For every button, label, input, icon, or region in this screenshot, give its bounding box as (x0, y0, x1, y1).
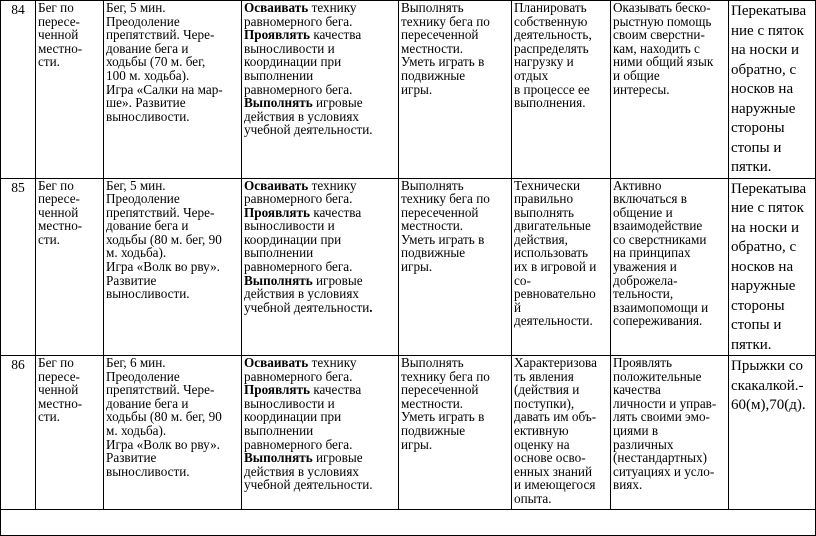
text-line: стороны (731, 120, 785, 136)
text-line: двигательные (514, 218, 591, 234)
text-line: правильно (514, 191, 574, 207)
text-line: Уметь играть в (401, 231, 485, 247)
text-line: Проявлять (613, 355, 673, 370)
text-line: пересе- (38, 191, 80, 207)
text-line: дование бега и (106, 218, 189, 234)
text-segment: выносливости и (244, 40, 335, 56)
text-line (244, 438, 397, 452)
text-line: м. ходьба). (106, 245, 167, 261)
text-line (244, 15, 397, 29)
text-segment: координации при (244, 231, 342, 247)
lesson-number-cell: 85 (1, 178, 36, 356)
keyword-text: Осваивать (244, 178, 309, 193)
text-line: уважения и (613, 259, 677, 275)
text-line (244, 451, 397, 465)
text-line: дование бега и (106, 395, 189, 411)
text-line: Активно (613, 178, 662, 193)
text-segment: выносливости и (244, 395, 335, 411)
text-line: использовать (514, 245, 589, 261)
personal-results-cell (611, 178, 729, 356)
text-segment: выполнении (244, 67, 314, 83)
lesson-content-cell (104, 356, 242, 510)
regulative-results-cell (512, 356, 611, 510)
meta-results-cell (399, 1, 512, 179)
text-line: Характеризова (514, 355, 597, 370)
text-line (244, 110, 397, 124)
text-line: пересе- (38, 13, 80, 29)
text-line: выносливости. (106, 108, 190, 124)
text-line: ними общий язык (613, 54, 714, 70)
text-line (244, 260, 397, 274)
text-line: и общие (613, 67, 660, 83)
lesson-plan-body (1, 1, 816, 536)
text-line: местно- (38, 218, 83, 234)
text-line: личности и управ- (613, 395, 717, 411)
text-line: пересе- (38, 368, 80, 384)
text-line: включаться в (613, 191, 687, 207)
text-line: препятствий. Чере- (106, 27, 215, 43)
text-segment: равномерного бега. (244, 191, 353, 207)
text-line (244, 465, 397, 479)
text-segment: равномерного бега. (244, 368, 353, 384)
text-segment: технику (308, 355, 357, 370)
text-line: технику бега по (401, 368, 490, 384)
text-line: ситуациях и усло- (613, 463, 715, 479)
lesson-content-cell (104, 1, 242, 179)
text-line (244, 356, 397, 370)
text-line (244, 96, 397, 110)
text-line: ть явления (514, 368, 574, 384)
text-line: местно- (38, 40, 83, 56)
text-line (244, 219, 397, 233)
text-line: ченной (38, 382, 79, 398)
text-segment: равномерного бега. (244, 436, 353, 452)
text-segment: координации при (244, 54, 342, 70)
text-line (244, 55, 397, 69)
text-line: Развитие (106, 272, 157, 288)
text-line: пересеченной (401, 27, 479, 43)
text-line: Прыжки со (731, 358, 803, 374)
text-line: взаимопомощи и (613, 299, 709, 315)
text-segment: выносливости и (244, 218, 335, 234)
text-segment: игровые (312, 450, 363, 466)
text-segment: качества (310, 382, 362, 398)
text-line: обратно, с (731, 61, 797, 78)
text-line: деятельность, (514, 27, 592, 43)
keyword-text: Проявлять (244, 204, 311, 220)
text-line: Бег по (38, 0, 74, 15)
text-line: подвижные (401, 422, 466, 438)
text-segment: равномерного бега. (244, 13, 353, 29)
text-line: Уметь играть в (401, 409, 485, 425)
physical-exercise-cell (729, 356, 816, 510)
keyword-text: . (369, 299, 373, 315)
text-line: выполнять (514, 204, 575, 220)
text-line: давать им объ- (514, 409, 597, 425)
text-line: ченной (38, 204, 79, 220)
text-segment: технику (308, 178, 357, 193)
text-line: ходьбы (80 м. бег, 90 (106, 231, 222, 247)
text-line: местности. (401, 395, 464, 411)
text-line: носков на (731, 258, 794, 275)
text-line: ходьбы (80 м. бег, 90 (106, 409, 222, 425)
text-line (244, 424, 397, 438)
text-line: ше». Развитие (106, 95, 186, 111)
text-line (244, 410, 397, 424)
text-segment: координации при (244, 409, 342, 425)
text-line: Планировать (514, 0, 587, 15)
text-line: 100 м. ходьба). (106, 67, 190, 83)
text-line: Игра «Волк во рву». (106, 259, 220, 275)
text-line: кам, находить с (613, 40, 700, 56)
table-bottom-gap (1, 510, 816, 536)
text-line (244, 274, 397, 288)
text-line: Уметь играть в (401, 54, 485, 70)
physical-exercise-cell (729, 178, 816, 356)
personal-results-cell (611, 1, 729, 179)
lesson-number-cell: 86 (1, 356, 36, 510)
topic-cell (36, 178, 104, 356)
text-line: пересеченной (401, 382, 479, 398)
text-segment: равномерного бега. (244, 81, 353, 97)
text-line: Перекатыва (731, 180, 807, 197)
text-line: на носки и (731, 42, 800, 58)
text-line: подвижные (401, 245, 466, 261)
text-line: отдых (514, 67, 549, 83)
text-line: тельности, (613, 286, 674, 302)
text-line: собственную (514, 13, 588, 29)
text-line: нагрузку и (514, 54, 574, 70)
text-line: наружные (731, 278, 796, 294)
text-line: местно- (38, 395, 83, 411)
text-line: местности. (401, 218, 464, 234)
keyword-text: Осваивать (244, 0, 309, 15)
text-segment: равномерного бега. (244, 259, 353, 275)
meta-results-cell (399, 178, 512, 356)
text-line: взаимодействие (613, 218, 703, 234)
text-line: на принципах (613, 245, 691, 261)
text-line: пятки. (731, 159, 772, 175)
text-line (244, 192, 397, 206)
text-segment: качества (310, 27, 362, 43)
text-line: сти. (38, 409, 60, 425)
text-line: циями в (613, 422, 659, 438)
text-line: м. ходьба). (106, 422, 167, 438)
text-line: препятствий. Чере- (106, 204, 215, 220)
text-line: ние с пяток (731, 22, 804, 39)
keyword-text: Проявлять (244, 27, 311, 43)
text-segment: учебной деятельности. (244, 122, 373, 138)
regulative-results-cell (512, 1, 611, 179)
physical-exercise-cell (729, 1, 816, 179)
text-segment: действия в условиях (244, 286, 359, 302)
topic-cell (36, 356, 104, 510)
text-line: Оказывать беско- (613, 0, 711, 15)
text-line (244, 301, 397, 315)
text-line (244, 83, 397, 97)
subject-results-cell (242, 356, 399, 510)
keyword-text: Осваивать (244, 355, 309, 370)
text-line (244, 383, 397, 397)
text-line: оценку на (514, 436, 570, 452)
text-segment: действия в условиях (244, 463, 359, 479)
text-line (244, 28, 397, 42)
text-line: доброжела- (613, 272, 678, 288)
text-line: рыстную помощь (613, 13, 712, 29)
text-line: обратно, с (731, 239, 797, 255)
text-line (244, 287, 397, 301)
text-line: действия, (514, 231, 568, 247)
text-line (244, 123, 397, 137)
text-line (244, 478, 397, 492)
text-line: виях. (613, 477, 643, 493)
text-line: сти. (38, 231, 60, 247)
text-line: выполнения. (514, 95, 586, 111)
keyword-text: Проявлять (244, 382, 311, 398)
text-line: Выполнять (401, 178, 464, 193)
text-line: выносливости. (106, 286, 190, 302)
meta-results-cell (399, 356, 512, 510)
text-line: ходьбы (70 м. бег, (106, 54, 206, 70)
text-line: Преодоление (106, 368, 180, 384)
text-line: сопереживания. (613, 313, 703, 329)
text-segment: игровые (312, 95, 363, 111)
text-line (244, 179, 397, 193)
text-line: 60(м),70(д). (731, 397, 806, 413)
text-line: качества (613, 382, 661, 398)
text-line: пятки. (731, 336, 772, 353)
text-line: (действия и (514, 382, 580, 398)
text-line: Перекатыва (731, 3, 807, 19)
text-line (244, 370, 397, 384)
text-line: и имеющегося (514, 477, 596, 493)
text-line: технику бега по (401, 13, 490, 29)
text-line: й (514, 299, 522, 315)
text-segment: выполнении (244, 422, 314, 438)
text-line: (нестандартных) (613, 450, 707, 466)
text-line: Игра «Салки на мар- (106, 81, 223, 97)
lesson-content-cell (104, 178, 242, 356)
text-line: ченной (38, 27, 79, 43)
text-line (244, 397, 397, 411)
text-line: стопы и (731, 139, 782, 156)
text-line: выносливости. (106, 463, 190, 479)
topic-cell (36, 1, 104, 179)
text-line: ревновательно (514, 286, 596, 302)
table-row (1, 1, 816, 179)
text-line: основе осво- (514, 450, 586, 466)
text-line: Бег, 5 мин. (106, 178, 166, 193)
table-row (1, 178, 816, 356)
text-line: лять своими эмо- (613, 409, 710, 425)
text-line: наружные (731, 100, 796, 117)
text-line: подвижные (401, 67, 466, 83)
text-line: опыта. (514, 490, 552, 506)
text-line (244, 233, 397, 247)
text-segment: игровые (312, 272, 363, 288)
text-line: скакалкой.- (731, 377, 804, 394)
text-line: Бег, 6 мин. (106, 355, 166, 370)
text-line: носков на (731, 81, 794, 97)
gap-cell (1, 510, 816, 536)
text-line: распределять (514, 40, 589, 56)
text-line: своим сверстни- (613, 27, 705, 43)
text-line: Технически (514, 178, 581, 193)
text-line: дование бега и (106, 40, 189, 56)
text-line: на носки и (731, 219, 800, 236)
text-line: различных (613, 436, 674, 452)
text-line: со- (514, 272, 531, 288)
text-line (244, 69, 397, 83)
text-line: положительные (613, 368, 702, 384)
subject-results-cell (242, 178, 399, 356)
lesson-number-cell: 84 (1, 1, 36, 179)
text-line: технику бега по (401, 191, 490, 207)
text-segment: учебной деятельности (244, 299, 370, 315)
text-line: со сверстниками (613, 231, 707, 247)
text-segment: технику (308, 0, 357, 15)
text-line: сти. (38, 54, 60, 70)
text-line: местности. (401, 40, 464, 56)
text-segment: действия в условиях (244, 108, 359, 124)
keyword-text: Выполнять (244, 450, 313, 466)
text-line: Игра «Волк во рву». (106, 436, 220, 452)
text-line: Бег по (38, 178, 74, 193)
text-line (244, 206, 397, 220)
keyword-text: Выполнять (244, 272, 313, 288)
personal-results-cell (611, 356, 729, 510)
subject-results-cell (242, 1, 399, 179)
text-segment: качества (310, 204, 362, 220)
text-line: Преодоление (106, 191, 180, 207)
text-line: ективную (514, 422, 569, 438)
text-line: Бег, 5 мин. (106, 0, 166, 15)
text-line: Выполнять (401, 0, 464, 15)
text-line: их в игровой и (514, 259, 597, 275)
text-line: Бег по (38, 355, 74, 370)
text-line: игры. (401, 81, 433, 97)
text-line: интересы. (613, 81, 670, 97)
text-line: препятствий. Чере- (106, 382, 215, 398)
text-segment: учебной деятельности. (244, 477, 373, 493)
text-segment: выполнении (244, 245, 314, 261)
regulative-results-cell (512, 178, 611, 356)
text-line: игры. (401, 436, 433, 452)
text-line: пересеченной (401, 204, 479, 220)
text-line: стороны (731, 297, 785, 314)
text-line: стопы и (731, 317, 782, 333)
text-line: деятельности. (514, 313, 593, 329)
text-line: поступки), (514, 395, 575, 411)
text-line: ние с пяток (731, 200, 804, 216)
keyword-text: Выполнять (244, 95, 313, 111)
text-line (244, 246, 397, 260)
text-line: в процессе ее (514, 81, 590, 97)
table-row (1, 356, 816, 510)
text-line: Выполнять (401, 355, 464, 370)
text-line: Развитие (106, 450, 157, 466)
text-line: игры. (401, 259, 433, 275)
text-line (244, 42, 397, 56)
text-line (244, 1, 397, 15)
text-line: общение и (613, 204, 673, 220)
text-line: енных знаний (514, 463, 593, 479)
text-line: Преодоление (106, 13, 180, 29)
